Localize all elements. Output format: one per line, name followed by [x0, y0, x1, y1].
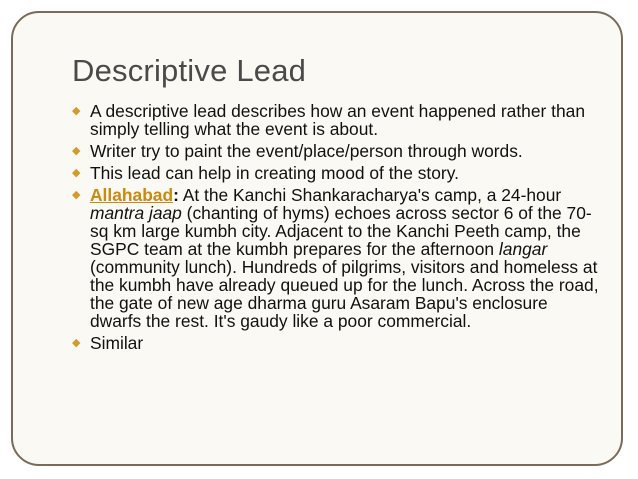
allahabad-link[interactable]: Allahabad — [90, 185, 174, 205]
bullet-item — [70, 334, 600, 352]
bullet-text: Similar — [90, 333, 144, 353]
bullet-text: A descriptive lead describes how an event happened rather than simply telling what the event is about. — [90, 101, 585, 139]
example-text-part3: (community lunch). Hundreds of pilgrims, visitors and homeless at the kumbh have already queued up for the lunch. Across the road, the gate of new age dharma guru Asaram Bapu's enclosure dwarfs the rest. It's gaudy like a poor commercial. — [90, 257, 599, 331]
colon-text: : — [173, 185, 179, 205]
bullet-text: Writer try to paint the event/place/person through words. — [90, 141, 523, 161]
diamond-bullet-icon: ◆ — [72, 189, 81, 201]
example-emphasis-mantra: mantra jaap — [90, 203, 182, 223]
bullet-item — [70, 142, 600, 160]
bullet-list — [70, 102, 600, 356]
diamond-bullet-icon: ◆ — [72, 167, 81, 179]
example-text-part2: (chanting of hyms) echoes across sector 6 of the 70-sq km large kumbh city. Adjacent to the Kanchi Peeth camp, the SGPC team at the kumbh prepares for the afternoon — [90, 203, 592, 259]
bullet-item — [70, 102, 600, 138]
diamond-bullet-icon: ◆ — [72, 337, 81, 349]
diamond-bullet-icon: ◆ — [72, 105, 81, 117]
bullet-item-example — [70, 186, 600, 330]
bullet-text: This lead can help in creating mood of the story. — [90, 163, 459, 183]
example-emphasis-langar: langar — [498, 239, 548, 259]
diamond-bullet-icon: ◆ — [72, 145, 81, 157]
slide-title: Descriptive Lead — [72, 53, 307, 88]
example-text-part1: At the Kanchi Shankaracharya's camp, a 24-hour — [178, 185, 562, 205]
bullet-item — [70, 164, 600, 182]
